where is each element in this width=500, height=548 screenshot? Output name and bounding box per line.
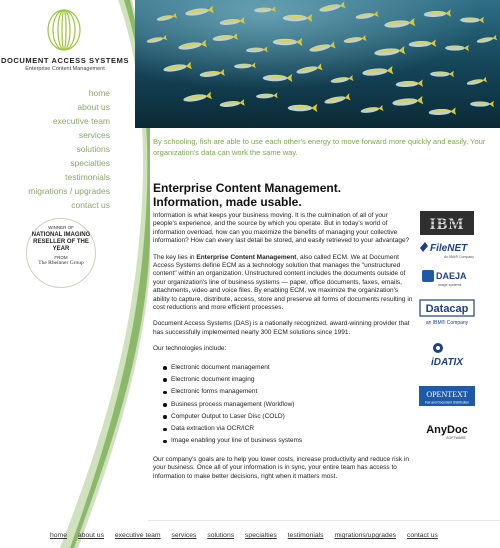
filenet-sub: An IBM® Company: [444, 255, 475, 259]
nav-migrations-upgrades[interactable]: migrations / upgrades: [28, 186, 110, 196]
footer-contact-us[interactable]: contact us: [406, 532, 438, 539]
main-nav: [0, 86, 110, 212]
datacap-text: Datacap: [425, 303, 469, 315]
list-item: Computer Output to Laser Disc (COLD): [163, 411, 413, 423]
daeja-logo[interactable]: [422, 270, 467, 287]
logo-subtitle: Enterprise Content Management: [25, 66, 105, 72]
nav-home[interactable]: home: [88, 88, 110, 98]
anydoc-logo[interactable]: [426, 424, 468, 440]
filenet-logo[interactable]: [420, 242, 474, 259]
tagline: By schooling, fish are able to use each other's energy to move forward more quickly and easily. Your organization's data can work the same way.: [153, 137, 486, 157]
award-line3: FROM: [54, 255, 68, 260]
nav-solutions[interactable]: solutions: [76, 144, 110, 154]
datacap-logo[interactable]: [420, 300, 474, 326]
list-item: Electronic document management: [163, 362, 413, 374]
list-item: Data extraction via OCR/ICR: [163, 423, 413, 435]
footer-divider: [148, 520, 500, 521]
award-line4: The Rheinner Group: [38, 260, 84, 266]
nav-specialties[interactable]: specialties: [70, 158, 110, 168]
anydoc-sub: SOFTWARE: [446, 436, 466, 440]
filenet-text: FileNET: [430, 243, 468, 254]
headline-line1: Enterprise Content Management.: [153, 181, 342, 195]
ecm-post: , also called ECM. We at Document Access Systems define ECM as a technology solution that manages the "unstructured content" within an organization. Unstructured content includes the documents outside of your organization's line of business systems — paper, office documents, faxes, emails, attachments, video and voice files. By enabling ECM, we maximize the organization's ability to capture, distribute, access, store and preserve all forms of documents resulting in cost reductions and more efficient processes.: [153, 253, 413, 312]
award-line2: NATIONAL IMAGING RESELLER OF THE YEAR: [31, 232, 91, 252]
nav-contact-us[interactable]: contact us: [71, 200, 110, 210]
daeja-sub: image systems: [438, 283, 462, 287]
logo-title: DOCUMENT ACCESS SYSTEMS: [0, 56, 130, 65]
footer-nav: [50, 532, 500, 539]
ecm-paragraph: [153, 254, 413, 313]
footer-testimonials[interactable]: testimonials: [287, 532, 324, 539]
headline-line2: Information, made usable.: [153, 195, 302, 209]
list-item: Image enabling your line of business systems: [163, 435, 413, 447]
logo[interactable]: [0, 0, 135, 80]
nav-executive-team[interactable]: executive team: [52, 116, 110, 126]
nav-testimonials[interactable]: testimonials: [65, 172, 110, 182]
nav-about-us[interactable]: about us: [77, 102, 110, 112]
opentext-text: OPENTEXT: [426, 390, 468, 399]
partner-logo-column: [416, 208, 478, 448]
footer-specialties[interactable]: specialties: [245, 532, 277, 539]
footer-executive-team[interactable]: executive team: [114, 532, 161, 539]
list-item: Business process management (Workflow): [163, 399, 413, 411]
page-headline: [153, 181, 403, 209]
idatix-text: iDATIX: [430, 357, 464, 368]
footer-services[interactable]: services: [171, 532, 197, 539]
datacap-sub: an IBM® Company: [425, 320, 469, 326]
logo-mark-icon: [46, 8, 82, 52]
daeja-text: DAEJA: [436, 271, 467, 281]
das-paragraph: Document Access Systems (DAS) is a nationally recognized, award-winning provider that has successfully implemented nearly 300 ECM solutions since 1991.: [153, 320, 410, 336]
list-item: Electronic document imaging: [163, 374, 413, 386]
intro-paragraph: Information is what keeps your business moving. It is the culmination of all of your people's experience, and the source by which you operate. But in today's world of information overload, how can you maximize the benefits of managing your collective information? How can every last detail be stored, and easily retrieved to your advantage?: [153, 212, 410, 245]
ibm-logo[interactable]: [420, 211, 474, 235]
goals-paragraph: Our company's goals are to help you lower costs, increase productivity and reduce risk in your business. Once all of your information is in sync, your entire team has access to information to make better decisions, right when it matters most.: [153, 455, 409, 480]
idatix-logo[interactable]: [431, 343, 464, 368]
partner-logos: [416, 208, 478, 453]
list-item: Electronic forms management: [163, 386, 413, 398]
ibm-text: IBM: [429, 216, 465, 233]
technologies-list: [153, 362, 413, 448]
nav-services[interactable]: services: [78, 130, 110, 140]
ecm-bold: Enterprise Content Management: [196, 253, 297, 261]
award-line1: WINNER OF: [48, 225, 74, 230]
ecm-pre: The key lies in: [153, 253, 197, 261]
school-of-fish-picture: [135, 0, 500, 128]
anydoc-text: AnyDoc: [426, 424, 468, 436]
footer-about-us[interactable]: about us: [77, 532, 104, 539]
main-content: [153, 212, 413, 489]
hero-fish-image: [135, 0, 500, 128]
award-badge: [26, 218, 96, 288]
technologies-intro: Our technologies include:: [153, 345, 227, 353]
opentext-sub: Fax and Document Distribution: [425, 400, 469, 405]
footer-solutions[interactable]: solutions: [207, 532, 235, 539]
footer-home[interactable]: home: [50, 532, 68, 539]
footer-migrations-upgrades[interactable]: migrations/upgrades: [334, 532, 397, 539]
opentext-logo[interactable]: [419, 386, 475, 406]
